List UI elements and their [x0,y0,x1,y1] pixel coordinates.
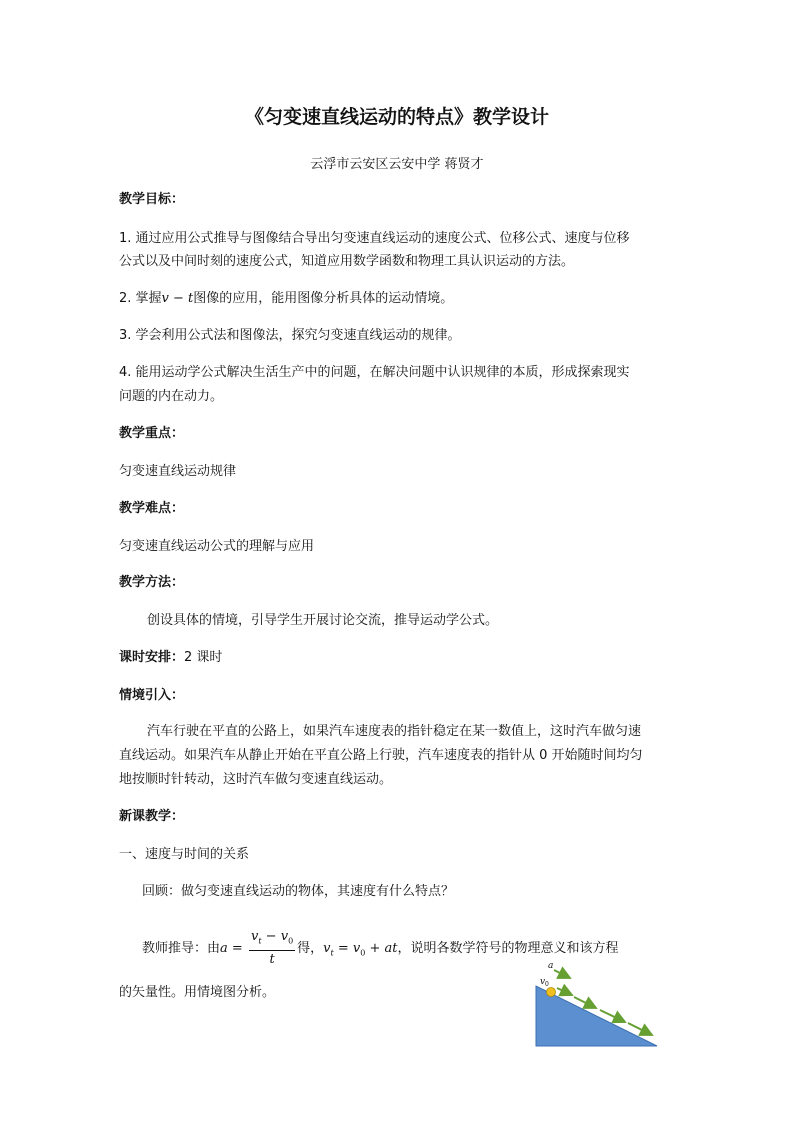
vt-subscript: t [258,936,262,946]
fraction-numerator [249,928,295,952]
fraction-minus: − [261,928,281,944]
objective-3: 3. 学会利用公式法和图像法，探究匀变速直线运动的规律。 [119,328,461,343]
label-initial-velocity: v [540,977,546,987]
derivation-pre: 教师推导：由 [142,941,221,956]
ball [547,988,556,997]
new-lesson-heading: 新课教学： [119,809,185,824]
intro-line-3: 地按顺时针转动，这时汽车做匀变速直线运动。 [119,772,393,787]
derivation-post: ，说明各数学符号的物理意义和该方程 [397,941,619,956]
objective-2-math: v − t [161,291,194,306]
method-heading: 教学方法： [119,575,185,590]
result-equals: = [333,941,353,956]
key-point-text: 匀变速直线运动规律 [119,464,237,479]
formula-a: a [220,941,228,956]
intro-line-1: 汽车行驶在平直的公路上，如果汽车速度表的指针稳定在某一数值上，这时汽车做匀速 [147,724,642,739]
formula-equals: = [227,941,247,956]
objective-1-line-1: 1. 通过应用公式推导与图像结合导出匀变速直线运动的速度公式、位移公式、速度与位移 [119,231,630,246]
result-v0-subscript: 0 [360,948,366,958]
schedule-line [119,648,222,668]
objective-2-post: 图像的应用，能用图像分析具体的运动情境。 [193,291,454,306]
objective-1-line-2: 公式以及中间时刻的速度公式，知道应用数学函数和物理工具认识运动的方法。 [119,254,575,269]
vt-symbol: v [250,928,259,944]
objective-4-line-1: 4. 能用运动学公式解决生活生产中的问题，在解决问题中认识规律的本质，形成探索现实 [119,365,630,380]
label-initial-velocity-subscript: 0 [545,981,549,988]
difficulty-text: 匀变速直线运动公式的理解与应用 [119,539,315,554]
objective-2 [119,289,453,309]
label-acceleration: a [548,961,554,971]
derivation-line-2: 的矢量性。用情境图分析。 [119,985,276,1000]
section-1-heading: 一、速度与时间的关系 [119,847,250,862]
fraction-denominator: t [269,952,275,968]
incline-diagram [530,958,670,1050]
result-vt-subscript: t [330,948,334,958]
objective-2-pre: 2. 掌握 [119,291,162,306]
v0-symbol: v [280,928,289,944]
author-line: 云浮市云安区云安中学 蒋贤才 [310,157,484,172]
difficulty-heading: 教学难点： [119,501,185,516]
intro-line-2: 直线运动。如果汽车从静止开始在平直公路上行驶，汽车速度表的指针从 0 开始随时间均匀 [119,748,643,763]
acceleration-fraction [249,928,295,970]
intro-heading: 情境引入： [119,688,185,703]
derivation-mid: 得， [297,941,324,956]
result-plus: + [365,941,385,956]
result-v0-symbol: v [352,941,361,956]
method-text: 创设具体的情境，引导学生开展讨论交流，推导运动学公式。 [147,613,499,628]
result-vt-symbol: v [323,941,331,956]
document-title: 《匀变速直线运动的特点》教学设计 [244,106,549,128]
schedule-text: 2 课时 [184,650,223,665]
key-point-heading: 教学重点： [119,426,185,441]
schedule-heading: 课时安排： [119,650,185,665]
v0-subscript: 0 [288,936,294,946]
objectives-heading: 教学目标： [119,192,185,207]
result-at: at [384,941,398,956]
velocity-arrow-1 [557,988,572,995]
review-question: 回顾：做匀变速直线运动的物体，其速度有什么特点？ [142,884,455,899]
acceleration-arrow [554,970,570,978]
objective-4-line-2: 问题的内在动力。 [119,389,224,404]
